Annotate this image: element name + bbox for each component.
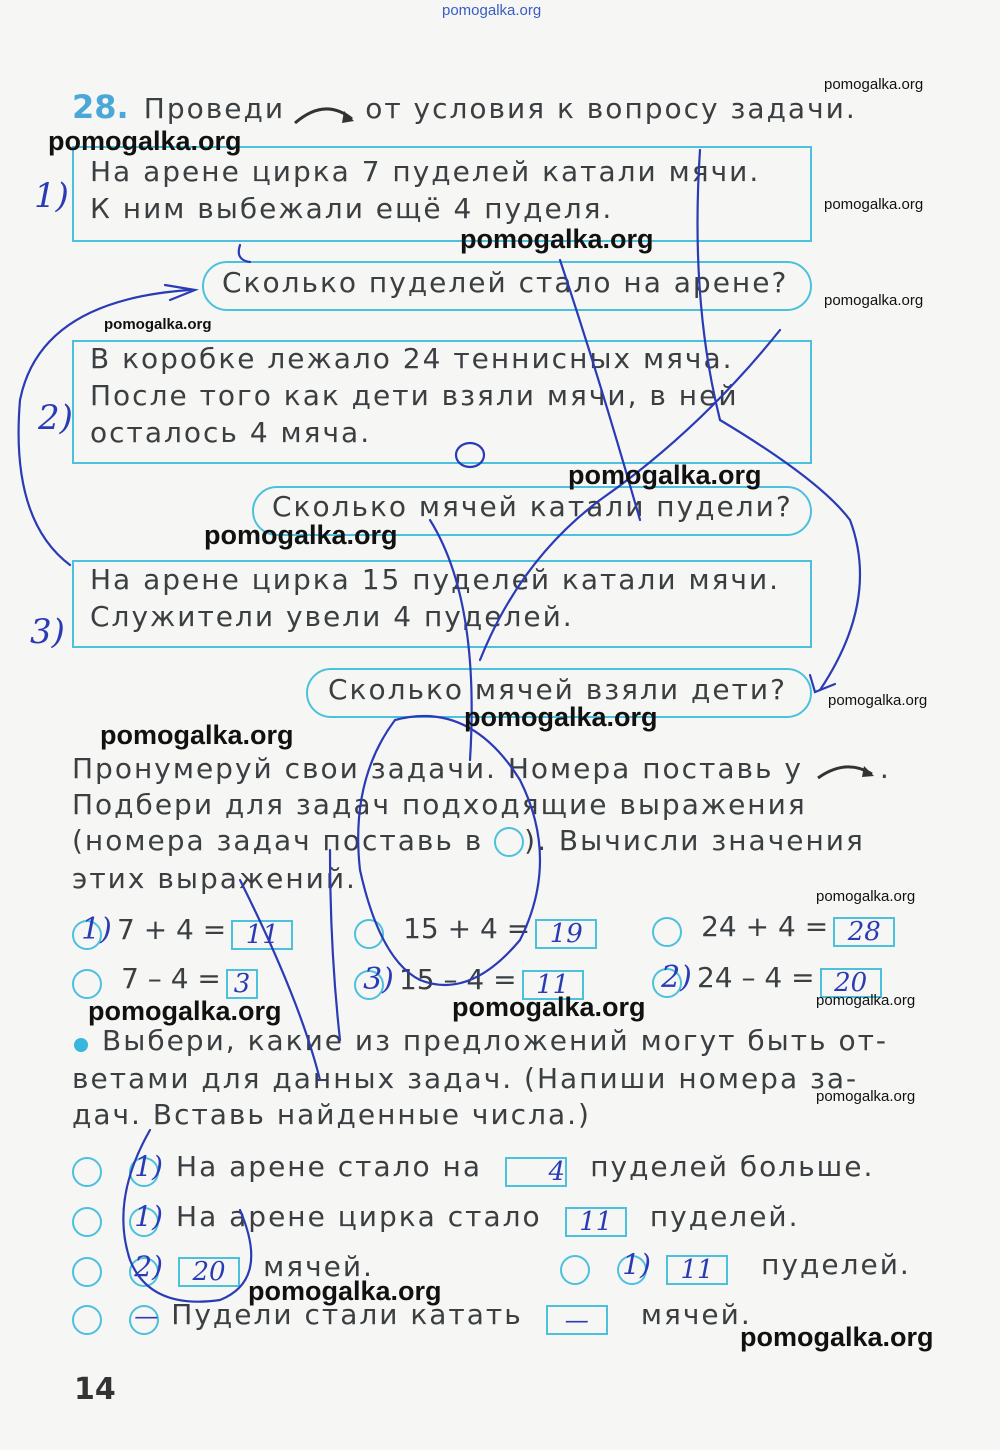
answer-suffix: мячей. [640,1298,752,1331]
watermark: pomogalka.org [104,316,212,333]
watermark: pomogalka.org [816,1088,916,1105]
answer-suffix: пуделей. [761,1248,911,1281]
answer-box[interactable]: 11 [522,970,584,1000]
arrow-arc-icon [814,758,880,782]
task-line-1: Пронумеруй свои задачи. Номера поставь у . [72,752,891,785]
expression-2 [354,912,597,949]
answer-text: На арене стало на [176,1150,482,1183]
watermark: pomogalka.org [824,76,924,93]
watermark: pomogalka.org [816,992,916,1009]
instruction-end: от условия к вопросу задачи. [365,92,857,125]
task-line-3 [72,824,865,857]
condition-2-line-2: После того как дети взяли мячи, в ней [90,379,739,412]
answer-suffix: пуделей больше. [590,1150,875,1183]
expression-text: 24 – 4 = [696,961,815,994]
choose-line-1: Выбери, какие из предложений могут быть от- [102,1024,888,1057]
watermark: pomogalka.org [568,460,762,490]
condition-1-line-1: На арене цирка 7 пуделей катали мячи. [90,155,761,188]
answer-row-2 [72,1200,800,1237]
condition-1-line-2: К ним выбежали ещё 4 пуделя. [90,192,614,225]
answer-box[interactable]: 11 [231,920,293,950]
expression-mark: 1) [81,912,112,947]
watermark: pomogalka.org [824,196,924,213]
expression-text: 7 + 4 = [116,913,227,946]
page-number: 14 [74,1372,116,1407]
answer-circle[interactable] [72,1207,102,1237]
watermark: pomogalka.org [452,992,646,1022]
answer-mark: 1) [622,1248,651,1281]
answer-circle[interactable] [72,1305,102,1335]
answer-box[interactable]: 3 [226,969,258,999]
condition-2-line-3: осталось 4 мяча. [90,416,372,449]
watermark: pomogalka.org [740,1322,934,1352]
condition-2-mark: 2) [38,398,73,438]
answer-circle[interactable] [560,1255,590,1285]
expression-text: 7 – 4 = [121,962,221,995]
site-header: pomogalka.org [442,2,542,19]
exercise-number: 28. [72,88,129,126]
watermark: pomogalka.org [88,996,282,1026]
task-line-2: Подбери для задач подходящие выражения [72,788,807,821]
task-line-3-start: (номера задач поставь в [72,824,484,857]
question-2: Сколько мячей катали пудели? [272,490,793,523]
choose-line-3: дач. Вставь найденные числа.) [72,1098,591,1131]
answer-box[interactable]: 4 [505,1157,567,1187]
answer-box[interactable]: 20 [820,968,882,998]
expression-text: 24 + 4 = [701,910,829,943]
watermark: pomogalka.org [828,692,928,709]
answer-box[interactable]: 28 [833,917,895,947]
answer-row-1 [72,1150,874,1187]
answer-box[interactable]: — [546,1305,608,1335]
answer-box[interactable]: 20 [178,1257,240,1287]
instruction-start: Проведи [143,92,286,125]
watermark: pomogalka.org [204,520,398,550]
expression-mark: 2) [661,960,692,995]
condition-3-line-1: На арене цирка 15 пуделей катали мячи. [90,563,781,596]
condition-1-mark: 1) [34,176,69,216]
task-line-3-end: ). Вычисли значения [524,824,865,857]
question-3: Сколько мячей взяли дети? [328,673,787,706]
answer-mark: 1) [134,1150,163,1183]
watermark: pomogalka.org [816,888,916,905]
expression-4 [72,962,258,999]
answer-box[interactable]: 11 [666,1255,728,1285]
answer-box[interactable]: 11 [565,1207,627,1237]
answer-mark: 1) [134,1200,163,1233]
watermark: pomogalka.org [464,702,658,732]
expression-text: 15 – 4 = [398,963,517,996]
watermark: pomogalka.org [100,720,294,750]
answer-circle[interactable] [72,1157,102,1187]
condition-3-line-2: Служители увели 4 пуделей. [90,600,574,633]
answer-box[interactable]: 19 [535,919,597,949]
exercise-heading [72,88,857,129]
answer-circle[interactable] [72,1257,102,1287]
expression-mark: 3) [363,962,394,997]
arrow-arc-icon [290,99,360,129]
choose-line-2: ветами для данных задач. (Напиши номера за- [72,1062,859,1095]
bullet-dot-icon [74,1038,88,1052]
task-line-4: этих выражений. [72,862,357,895]
answer-row-4 [560,1248,911,1285]
expression-1 [72,912,293,950]
expression-text: 15 + 4 = [403,912,531,945]
expression-3 [652,910,895,947]
watermark: pomogalka.org [48,126,242,156]
answer-suffix: пуделей. [649,1200,800,1233]
watermark: pomogalka.org [248,1276,442,1306]
question-1: Сколько пуделей стало на арене? [222,266,789,299]
condition-3-mark: 3) [30,612,65,652]
expression-circle[interactable] [652,917,682,947]
answer-mark: 2) [134,1250,163,1283]
task-line-1-text: Пронумеруй свои задачи. Номера поставь у [72,752,803,785]
expression-circle[interactable] [354,919,384,949]
watermark: pomogalka.org [460,224,654,254]
watermark: pomogalka.org [824,292,924,309]
circle-icon [494,827,524,857]
answer-text: Пудели стали катать [171,1298,523,1331]
answer-suffix: мячей. [263,1250,374,1283]
condition-2-line-1: В коробке лежало 24 теннисных мяча. [90,342,734,375]
answer-text: На арене цирка стало [176,1200,542,1233]
answer-mark: — [134,1302,159,1330]
expression-circle[interactable] [72,969,102,999]
